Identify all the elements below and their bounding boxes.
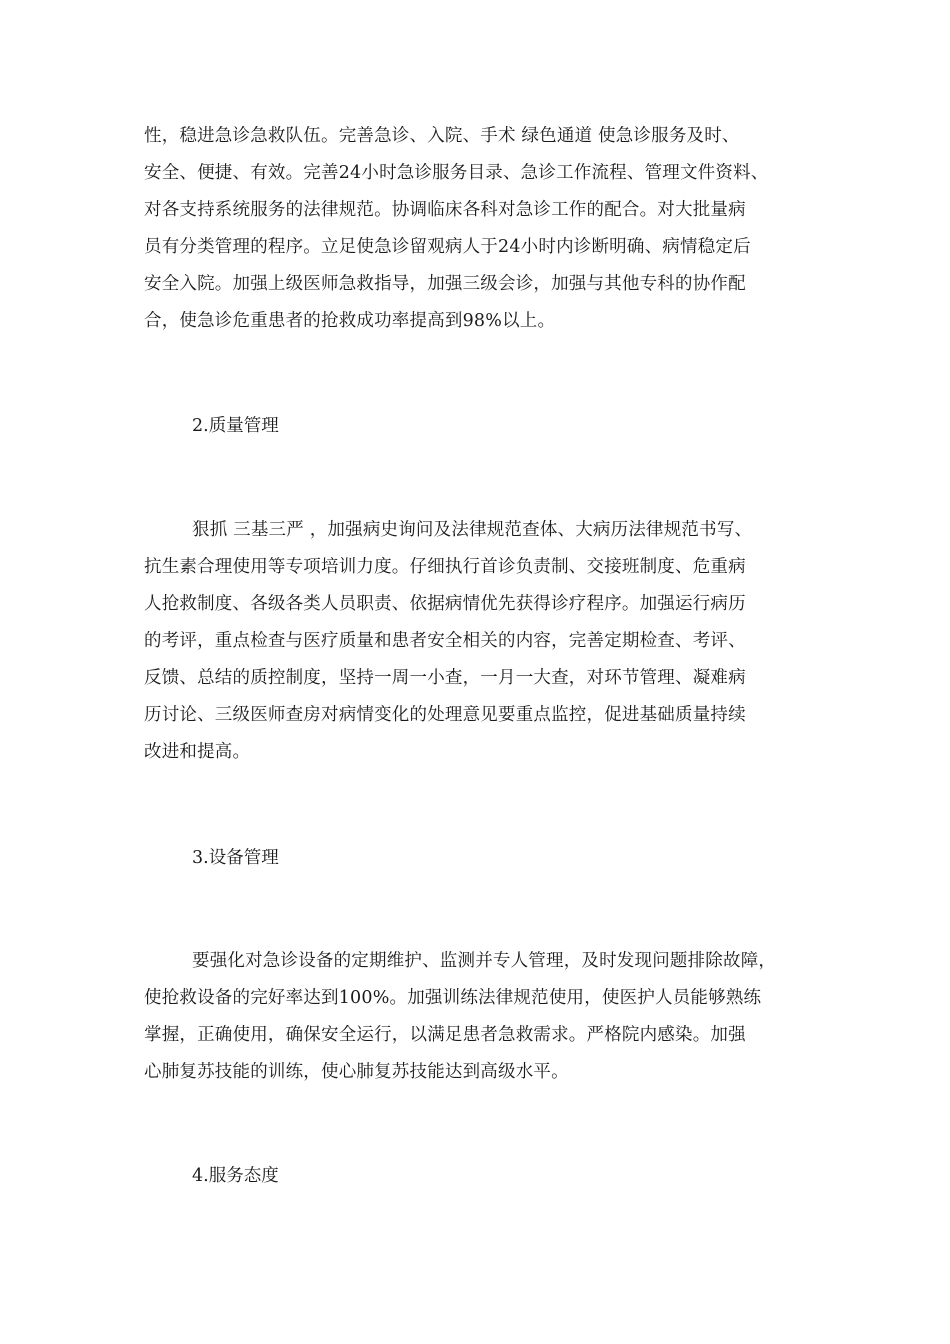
- text-line: 狠抓 三基三严 ，加强病史询问及法律规范查体、大病历法律规范书写、: [192, 520, 753, 540]
- paragraph-emergency-team: [144, 118, 820, 340]
- section-heading-quality: 2.质量管理: [192, 416, 279, 436]
- text-line: 的考评，重点检查与医疗质量和患者安全相关的内容，完善定期检查、考评、: [144, 631, 746, 651]
- text-line: 对各支持系统服务的法律规范。协调临床各科对急诊工作的配合。对大批量病: [144, 200, 746, 220]
- text-line: 历讨论、三级医师查房对病情变化的处理意见要重点监控，促进基础质量持续: [144, 705, 746, 725]
- text-line: 要强化对急诊设备的定期维护、监测并专人管理，及时发现问题排除故障，: [192, 951, 777, 971]
- text-line: 心肺复苏技能的训练，使心肺复苏技能达到高级水平。: [144, 1062, 569, 1082]
- text-line: 反馈、总结的质控制度，坚持一周一小查，一月一大查，对环节管理、凝难病: [144, 668, 746, 688]
- text-line: 员有分类管理的程序。立足使急诊留观病人于24小时内诊断明确、病情稳定后: [144, 237, 751, 257]
- text-line: 掌握，正确使用，确保安全运行，以满足患者急救需求。严格院内感染。加强: [144, 1025, 746, 1045]
- text-line: 人抢救制度、各级各类人员职责、依据病情优先获得诊疗程序。加强运行病历: [144, 594, 746, 614]
- text-line: 性，稳进急诊急救队伍。完善急诊、入院、手术 绿色通道 使急诊服务及时、: [144, 126, 740, 146]
- text-line: 改进和提高。: [144, 742, 251, 762]
- text-line: 安全入院。加强上级医师急救指导，加强三级会诊，加强与其他专科的协作配: [144, 274, 746, 294]
- section-heading-equipment: 3.设备管理: [192, 848, 279, 868]
- text-line: 使抢救设备的完好率达到100%。加强训练法律规范使用，使医护人员能够熟练: [144, 988, 762, 1008]
- paragraph-equipment-management: [144, 943, 820, 1091]
- section-heading-service: 4.服务态度: [192, 1166, 279, 1186]
- text-line: 安全、便捷、有效。完善24小时急诊服务目录、急诊工作流程、管理文件资料、: [144, 163, 769, 183]
- text-line: 合，使急诊危重患者的抢救成功率提高到98%以上。: [144, 311, 556, 331]
- text-line: 抗生素合理使用等专项培训力度。仔细执行首诊负责制、交接班制度、危重病: [144, 557, 746, 577]
- paragraph-quality-management: [144, 512, 820, 771]
